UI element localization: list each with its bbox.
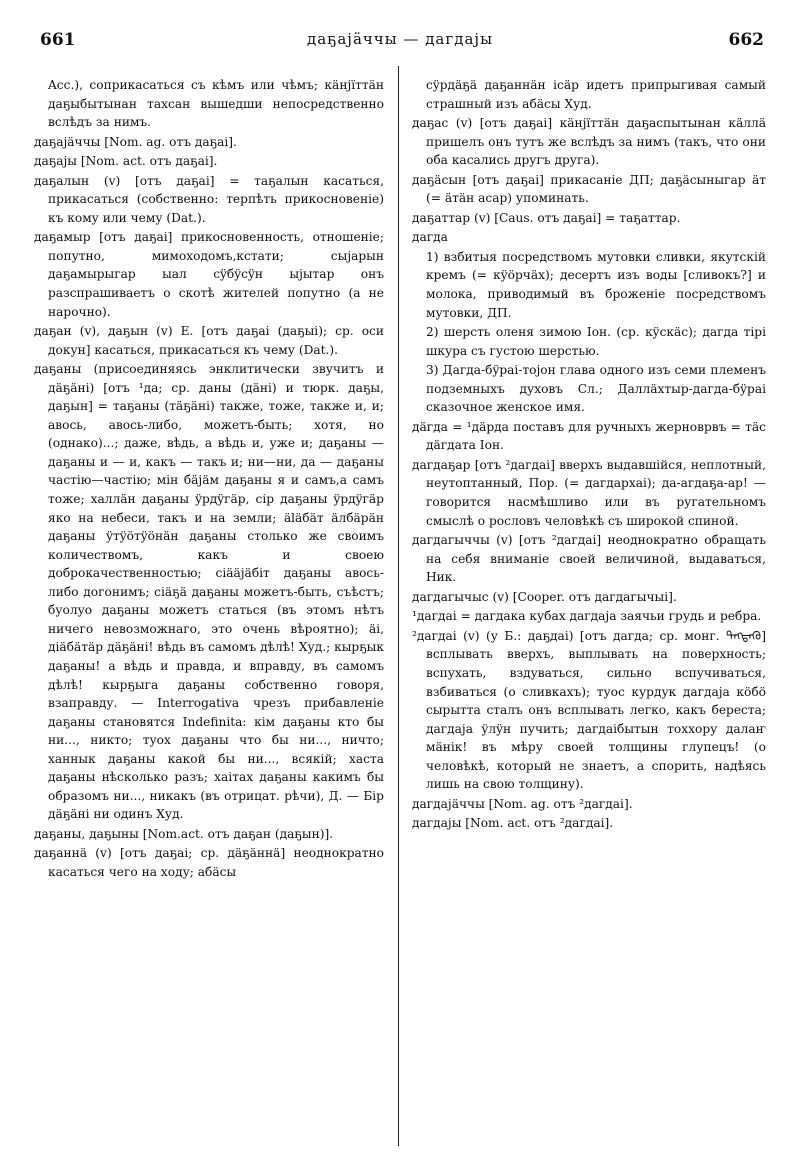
left-column	[34, 76, 384, 883]
dictionary-entry: даҕаттар (v) [Caus. отъ даҕаі] = таҕаттар.	[412, 210, 681, 225]
dictionary-entry: дагдаjы [Nom. act. отъ ²дагдаі].	[412, 816, 614, 831]
dictionary-entry: даҕäсын [отъ даҕаі] прикасаніе ДП; даҕäсыныгар äт (= äтäн асар) упоминать.	[412, 172, 766, 206]
sense-paragraph: 1) взбитыя посредствомъ мутовки сливки, якутскій кремъ (= кÿöрчäх); десертъ изъ воды [сливокъ?] и молока, приводимый въ броженіе посредствомъ мутовки, ДП.	[426, 249, 766, 320]
dictionary-entry: даҕаны (присоединяясь энклитически звучитъ и дäҕäні) [отъ ¹да; ср. даны (дäні) и тюрк. даҕы, даҕын] = таҕаны (тäҕäні) также, тоже, также и, и; авось, авось-либо, можетъ-быть; хотя, но (однако)...; даже, вѣдь, а вѣдь и, уже и; даҕаны — даҕаны и — и, какъ — такъ и; ни—ни, да — даҕаны частію—частію; мін бäjäм даҕаны я и самъ,а самъ тоже; халлäн даҕаны ÿрдÿгäр, сір даҕаны ÿрдÿгäр яко на небеси, такъ и на земли; äläбäт äлбäрäн даҕаны ÿтÿöтÿöнäн даҕаны столько же своимъ количествомъ, какъ и своею доброкачественностью; сіääjäбіт даҕаны авось-либо догонимъ; сіäҕä даҕаны можетъ-быть, съѣстъ; буолуо даҕаны можетъ статься (въ этомъ нѣтъ ничего невозможнаго, это очень вѣроятно); äі, діäбäтäр дäҕäні! вѣдь въ самомъ дѣлѣ! Худ.; кырҕык даҕаны! а вѣдь и правда, и вправду, въ самомъ дѣлѣ! кырҕыга даҕаны собственно говоря, взаправду. — Interrogativa чрезъ прибавленіе даҕаны становятся Indefinita: кім даҕаны кто бы ни..., никто; туох даҕаны что бы ни..., ничто; ханнык даҕаны какой бы ни..., всякій; хаста даҕаны нѣсколько разъ; хаітах даҕаны какимъ бы образомъ ни..., никакъ (въ отрицат. рѣчи), Д. — Бір дäҕäні ни одинъ Худ.	[34, 362, 384, 822]
sense-paragraph: 2) шерсть оленя зимою Іон. (ср. кÿскäс); дагда тірі шкура съ густою шерстью.	[426, 325, 766, 358]
dictionary-entry: даҕан (v), даҕын (v) Е. [отъ даҕаі (даҕыі); ср. оси докун] касаться, прикасаться къ чему (Dat.).	[34, 324, 384, 357]
dictionary-entry: дагдаjäччы [Nom. ag. отъ ²дагдаі].	[412, 796, 633, 811]
dictionary-entry: дагда	[412, 230, 448, 245]
dictionary-entry: даҕаjы [Nom. act. отъ даҕаі].	[34, 154, 218, 169]
running-title: даҕаjäччы — дагдаjы	[306, 30, 494, 48]
dictionary-entry: даҕаjäччы [Nom. ag. отъ даҕаі].	[34, 134, 237, 149]
dictionary-entry: дäгда = ¹дäрда поставъ для ручныхъ жерноврвъ = тäс дäгдата Іон.	[412, 419, 766, 453]
dictionary-entry: ¹дагдаі = дагдака кубах дагдаја заячьи грудь и ребра.	[412, 609, 762, 624]
page-number-left: 661	[40, 30, 76, 50]
sense-paragraph: 3) Дагда-бÿраі-тојон глава одного изъ семи племенъ подземныхъ духовъ Сл.; Даллäхтыр-дагда-бÿраі сказочное женское имя.	[426, 363, 766, 415]
dictionary-entry: даҕас (v) [отъ даҕаі] кäнjïттäн даҕаспытынан кäллä пришелъ онъ тутъ же вслѣдъ за нимъ (такъ, что они оба касались другъ друга).	[412, 116, 766, 168]
dictionary-entry: дагдагыччы (v) [отъ ²дагдаі] неоднократно обращать на себя вниманіе своей величиной, выдаваться, Ник.	[412, 533, 766, 585]
dictionary-entry: даҕаны, даҕыны [Nom.act. отъ даҕан (даҕын)].	[34, 826, 334, 841]
dictionary-entry: сÿрдäҕä даҕаннäн ісäр идетъ припрыгивая самый страшный изъ абäсы Худ.	[426, 78, 766, 111]
right-column	[412, 76, 766, 834]
dictionary-entry: ²дагдаі (v) (у Б.: даҕдаі) [отъ дагда; ср. монг. ᠳᠡᠭᠳᠡᠬᠦ] всплывать вверхъ, выплывать на поверхность; вспухать, вздуваться, сильно вспучиваться, взбиваться (о сливкахъ); туос курдук дагдаја кöбö сырытта сталъ онъ всплывать легко, какъ береста; дагдаја ÿлÿн пучить; дагдаібытын тоххору далаҥ мäнік! въ мѣру своей толщины глупецъ! (о человѣкѣ, который не знаетъ, а спорить, надѣясь лишь на свою толщину).	[412, 628, 766, 792]
dictionary-entry: даҕаннä (v) [отъ даҕаі; ср. дäҕäннä] неоднократно касаться чего на ходу; абäсы	[34, 846, 384, 879]
dictionary-entry: дагдаҕар [отъ ²дагдаі] вверхъ выдавшійся, неплотный, неутоптанный, Пор. (= дагдархаі); да-агдаҕа-ар! — говорится насмѣшливо или въ ругательномъ смыслѣ о рословъ человѣкѣ съ широкой спиной.	[412, 457, 766, 528]
dictionary-entry: Acc.), соприкасаться съ кѣмъ или чѣмъ; кäнjïттäн даҕыбытынан тахсан вышедши непосредственно вслѣдъ за нимъ.	[48, 78, 384, 130]
dictionary-entry: дагдагычыс (v) [Cooper. отъ дагдагычыі].	[412, 589, 677, 604]
dictionary-entry: даҕамыр [отъ даҕаі] прикосновенность, отношеніе; попутно, мимоходомъ,кстати; сыјарын даҕамырыгар ыал сÿбÿсÿн ыjытар онъ разспрашиваетъ о скотѣ жителей попутно (а не нарочно).	[34, 230, 384, 319]
page-number-right: 662	[728, 30, 764, 50]
column-divider	[398, 66, 399, 1146]
dictionary-entry: даҕалын (v) [отъ даҕаі] = таҕалын касаться, прикасаться (собственно: терпѣть прикосновеніе) къ кому или чему (Dat.).	[34, 173, 384, 225]
